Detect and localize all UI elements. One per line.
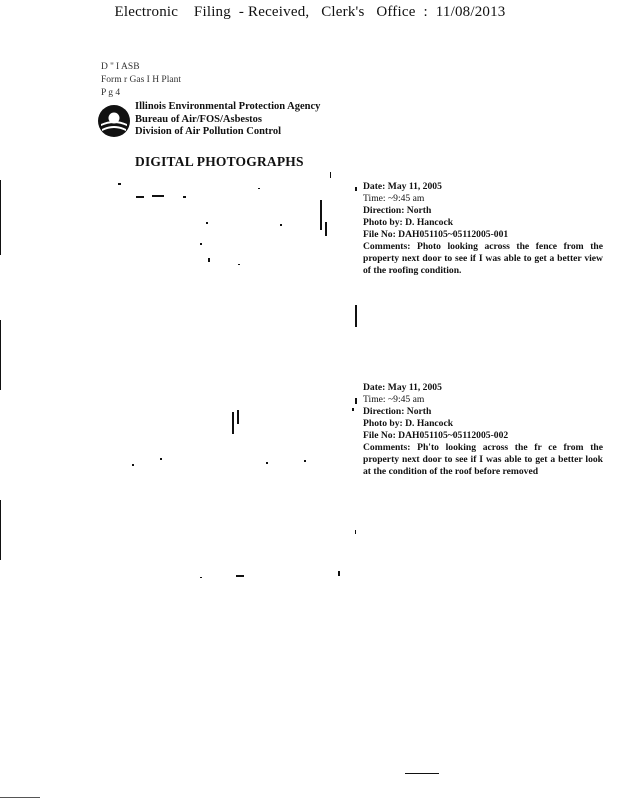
scan-mark (355, 305, 357, 327)
doc-header-line-1: D '' I ASB (101, 62, 140, 72)
doc-header-line-2: Form r Gas I H Plant (101, 75, 181, 85)
page-title: DIGITAL PHOTOGRAPHS (135, 154, 304, 169)
photo-2-photographer: Photo by: D. Hancock (363, 418, 454, 429)
scan-edge (0, 320, 1, 390)
agency-block (135, 101, 320, 139)
footer-rule (405, 773, 439, 774)
scan-edge (0, 797, 40, 798)
photo-1-file-no: File No: DAH051105~05112005-001 (363, 229, 509, 240)
filing-stamp: Electronic Filing - Received, Clerk's Office : 11/08/2013 (114, 4, 506, 20)
agency-name: Illinois Environmental Protection Agency (135, 101, 321, 112)
photo-2-direction: Direction: North (363, 406, 432, 417)
photo-1-photographer: Photo by: D. Hancock (363, 217, 454, 228)
photo-1-comments: Comments: Photo looking across the fence from the property next door to see if I was able to get a better view of the roofing condition. (363, 241, 603, 276)
photo-1-time: Time: ~9:45 am (363, 193, 425, 204)
doc-header-line-3: P g 4 (101, 88, 121, 98)
scan-edge (0, 180, 1, 255)
photo-2-comments: Comments: Ph'to looking across the fr ce from the property next door to see if I was able to get a better look at the condition of the roof before removed (363, 442, 603, 477)
iepa-logo-icon (97, 104, 131, 138)
photo-2-date: Date: May 11, 2005 (363, 382, 442, 393)
scan-edge (0, 500, 1, 560)
agency-bureau: Bureau of Air/FOS/Asbestos (135, 113, 262, 125)
photo-1-details (363, 181, 603, 277)
photo-2-details (363, 382, 603, 478)
agency-division: Division of Air Pollution Control (135, 126, 282, 137)
photo-2-time: Time: ~9:45 am (363, 394, 425, 405)
photo-1-date: Date: May 11, 2005 (363, 181, 442, 192)
photo-2-file-no: File No: DAH051105~05112005-002 (363, 430, 509, 441)
photo-1-direction: Direction: North (363, 205, 432, 216)
